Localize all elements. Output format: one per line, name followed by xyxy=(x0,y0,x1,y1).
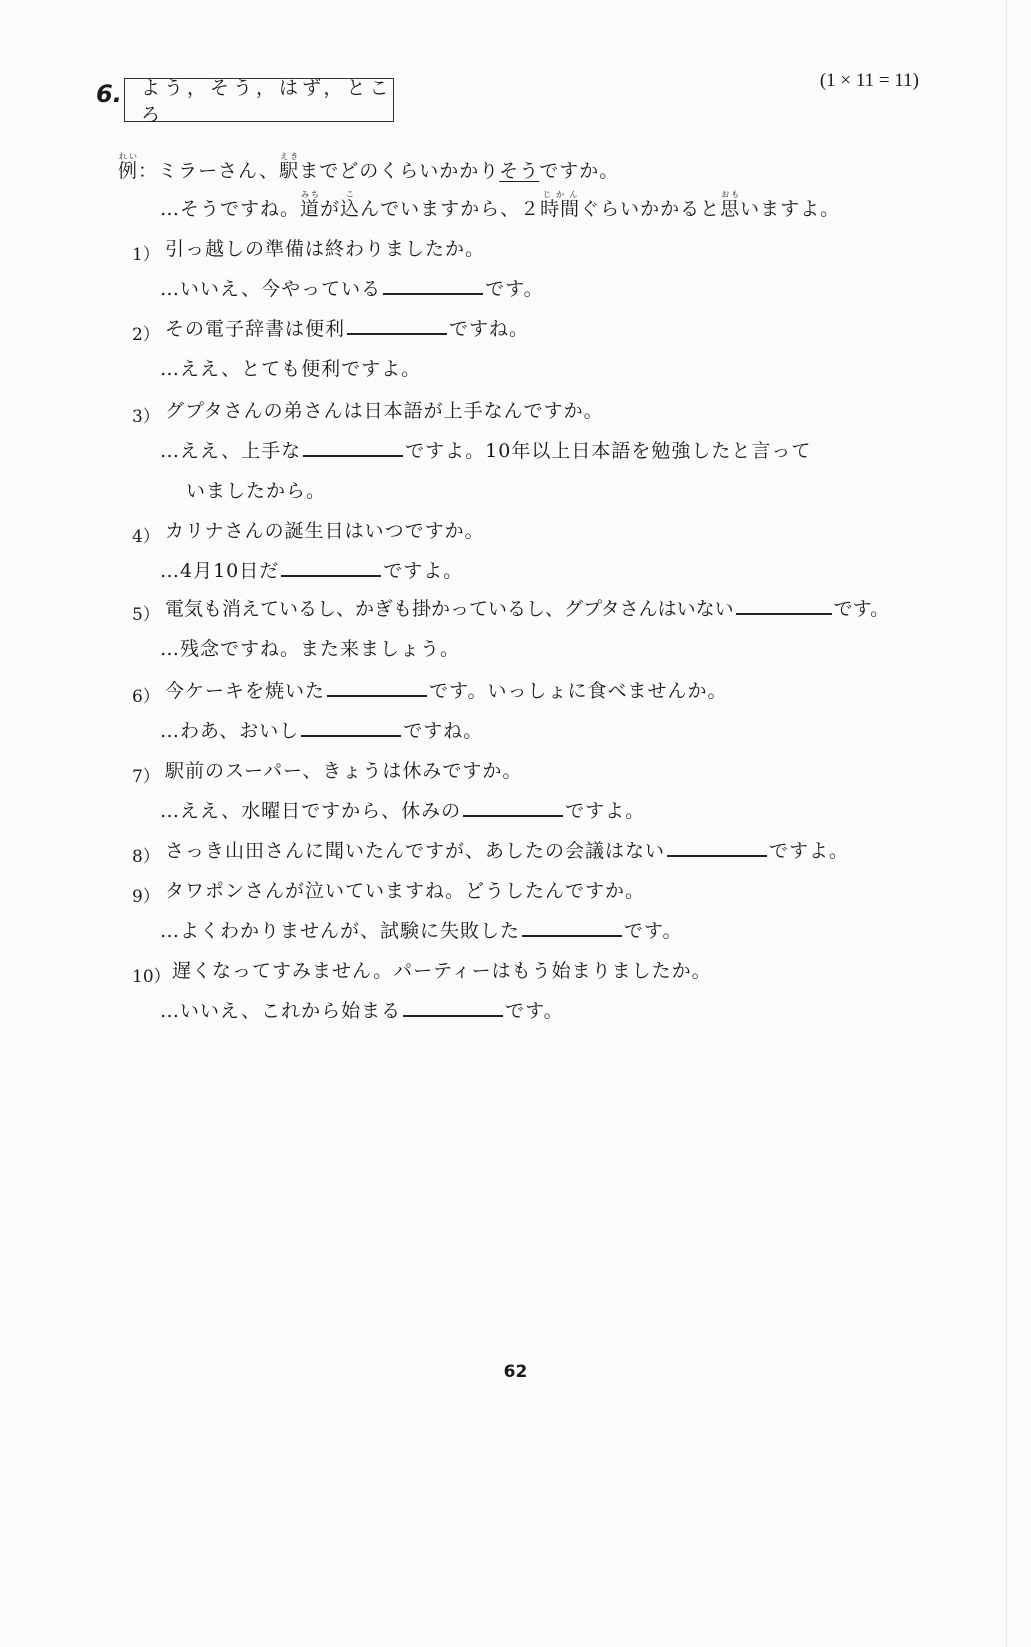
answer-blank[interactable] xyxy=(303,455,403,457)
item-answer-continued: いましたから。 xyxy=(186,480,327,502)
item-number: 10） xyxy=(132,967,171,987)
answer-blank[interactable] xyxy=(327,695,427,697)
item-question: タワポンさんが泣いていますね。どうしたんですか。 xyxy=(165,880,646,902)
item-question: カリナさんの誕生日はいつですか。 xyxy=(165,520,485,542)
word-choice-box: よう，そう，はず，ところ xyxy=(124,78,394,122)
item-question: 遅くなってすみません。パーティーはもう始まりましたか。 xyxy=(172,960,712,982)
example-label: 例れい xyxy=(118,152,139,182)
item-answer: …ええ、上手な ですよ。10年以上日本語を勉強したと言って xyxy=(160,440,812,462)
answer-blank[interactable] xyxy=(347,333,447,335)
item-answer: …いいえ、今やっている です。 xyxy=(160,278,544,300)
item-answer: …ええ、水曜日ですから、休みの ですよ。 xyxy=(160,800,646,822)
item-question: 駅前のスーパー、きょうは休みですか。 xyxy=(165,760,523,782)
item-question: 今ケーキを焼いた です。いっしょに食べませんか。 xyxy=(165,680,728,702)
answer-blank[interactable] xyxy=(522,935,622,937)
item-answer: …わあ、おいし ですね。 xyxy=(160,720,484,742)
example-question: 例れい：ミラーさん、駅えきまでどのくらいかかりそうですか。 xyxy=(118,152,620,182)
item-number: 9） xyxy=(132,887,160,907)
item-answer: …残念ですね。また来ましょう。 xyxy=(160,638,461,660)
item-answer: …いいえ、これから始まる です。 xyxy=(160,1000,564,1022)
item-number: 4） xyxy=(132,527,160,547)
score-label: (1 × 11 = 11) xyxy=(819,70,919,91)
example-response: …そうですね。道みちが込こんでいますから、２時間じかんぐらいかかると思おもいますよ。 xyxy=(160,190,841,220)
answer-blank[interactable] xyxy=(301,735,401,737)
item-answer: …よくわかりませんが、試験に失敗した です。 xyxy=(160,920,683,942)
item-number: 6） xyxy=(132,687,160,707)
item-question: さっき山田さんに聞いたんですが、あしたの会議はない ですよ。 xyxy=(165,840,850,862)
item-number: 3） xyxy=(132,407,160,427)
item-question: グプタさんの弟さんは日本語が上手なんですか。 xyxy=(165,400,604,422)
item-answer: …ええ、とても便利ですよ。 xyxy=(160,358,422,380)
item-number: 1） xyxy=(132,245,160,265)
item-question: その電子辞書は便利 ですね。 xyxy=(165,318,530,340)
example-answer: そう xyxy=(499,160,540,182)
page-number: 62 xyxy=(503,1362,528,1382)
item-number: 7） xyxy=(132,767,160,787)
answer-blank[interactable] xyxy=(667,855,767,857)
answer-blank[interactable] xyxy=(281,575,381,577)
item-answer: …4月10日だ ですよ。 xyxy=(160,560,464,582)
item-question: 引っ越しの準備は終わりましたか。 xyxy=(165,238,486,260)
item-number: 5） xyxy=(132,605,160,625)
answer-blank[interactable] xyxy=(736,613,832,615)
item-number: 8） xyxy=(132,847,160,867)
item-number: 2） xyxy=(132,325,160,345)
page-edge xyxy=(1006,0,1007,1647)
answer-blank[interactable] xyxy=(383,293,483,295)
answer-blank[interactable] xyxy=(463,815,563,817)
answer-blank[interactable] xyxy=(403,1015,503,1017)
section-number: 6. xyxy=(96,80,122,108)
item-question: 電気も消えているし、かぎも掛かっているし、グプタさんはいない です。 xyxy=(165,598,890,620)
